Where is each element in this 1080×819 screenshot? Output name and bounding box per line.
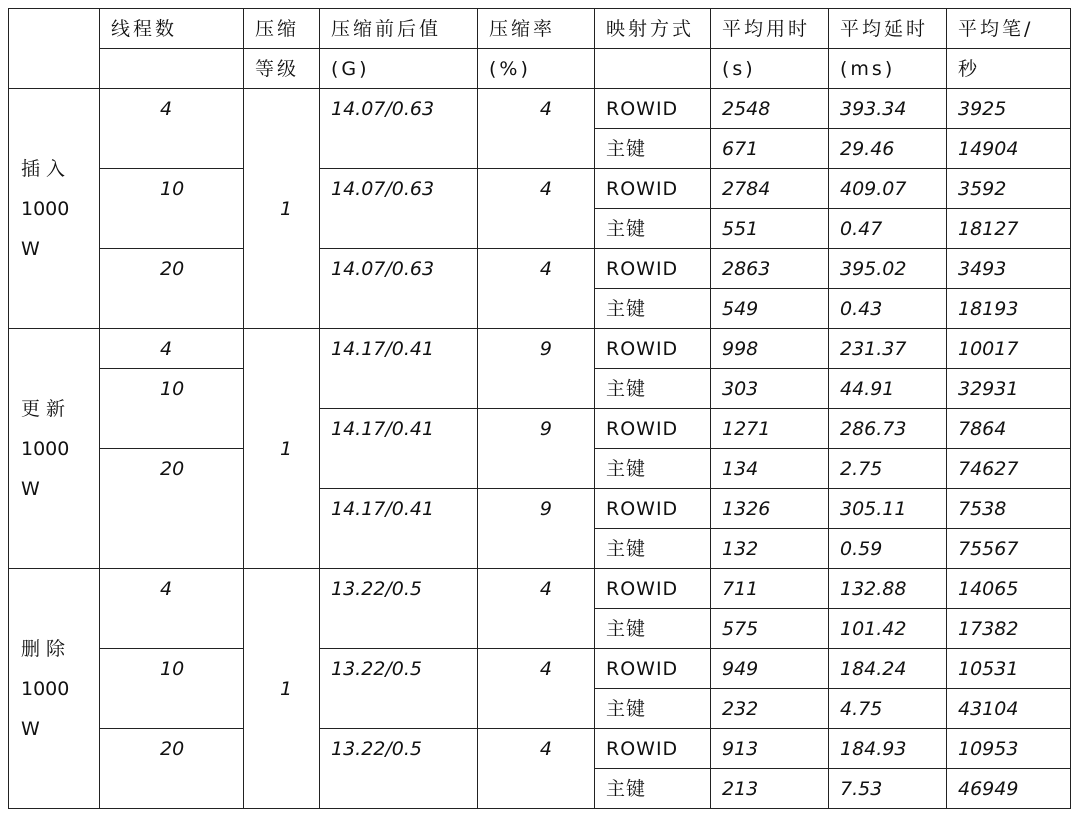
group-count: 1000	[21, 437, 70, 460]
header-empty	[9, 9, 100, 89]
time-cell: 2863	[711, 249, 829, 289]
tps-cell: 75567	[947, 529, 1071, 569]
rate-cell: 4	[478, 169, 595, 249]
latency-cell: 132.88	[829, 569, 947, 609]
mapping-cell: 主键	[595, 609, 711, 649]
tps-cell: 7864	[947, 409, 1071, 449]
tps-cell: 18193	[947, 289, 1071, 329]
latency-cell: 231.37	[829, 329, 947, 369]
size-cell: 13.22/0.5	[320, 569, 478, 649]
table-row	[9, 329, 1071, 369]
group-unit: W	[21, 237, 40, 260]
mapping-cell: ROWID	[595, 89, 711, 129]
mapping-cell: 主键	[595, 129, 711, 169]
table-row	[9, 249, 1071, 289]
tps-cell: 14904	[947, 129, 1071, 169]
tps-cell: 10953	[947, 729, 1071, 769]
group-label-update	[9, 329, 100, 569]
header-row-1	[9, 9, 1071, 49]
latency-cell: 0.43	[829, 289, 947, 329]
rate-cell: 4	[478, 89, 595, 169]
table-row	[9, 89, 1071, 129]
mapping-cell: ROWID	[595, 729, 711, 769]
size-cell: 14.17/0.41	[320, 489, 478, 569]
mapping-cell: ROWID	[595, 249, 711, 289]
size-cell: 14.07/0.63	[320, 249, 478, 329]
level-cell: 1	[244, 329, 320, 569]
time-cell: 998	[711, 329, 829, 369]
header-avg-time-unit: (s)	[711, 49, 829, 89]
threads-cell: 20	[100, 249, 244, 329]
latency-cell: 409.07	[829, 169, 947, 209]
header-mapping-2	[595, 49, 711, 89]
mapping-cell: 主键	[595, 449, 711, 489]
latency-cell: 0.59	[829, 529, 947, 569]
tps-cell: 10531	[947, 649, 1071, 689]
rate-cell: 4	[478, 649, 595, 729]
header-row-2	[9, 49, 1071, 89]
table-row	[9, 169, 1071, 209]
level-cell: 1	[244, 89, 320, 329]
mapping-cell: ROWID	[595, 329, 711, 369]
time-cell: 132	[711, 529, 829, 569]
threads-cell: 4	[100, 329, 244, 369]
latency-cell: 101.42	[829, 609, 947, 649]
latency-cell: 393.34	[829, 89, 947, 129]
tps-cell: 14065	[947, 569, 1071, 609]
time-cell: 913	[711, 729, 829, 769]
tps-cell: 3592	[947, 169, 1071, 209]
size-cell: 14.17/0.41	[320, 329, 478, 409]
threads-cell: 10	[100, 649, 244, 729]
latency-cell: 184.24	[829, 649, 947, 689]
time-cell: 549	[711, 289, 829, 329]
rate-cell: 9	[478, 489, 595, 569]
time-cell: 575	[711, 609, 829, 649]
tps-cell: 10017	[947, 329, 1071, 369]
time-cell: 2548	[711, 89, 829, 129]
mapping-cell: 主键	[595, 369, 711, 409]
mapping-cell: 主键	[595, 769, 711, 809]
time-cell: 1326	[711, 489, 829, 529]
header-size-unit: (G)	[320, 49, 478, 89]
header-threads-2	[100, 49, 244, 89]
header-avg-tps-unit: 秒	[947, 49, 1071, 89]
latency-cell: 395.02	[829, 249, 947, 289]
header-avg-latency-unit: (ms)	[829, 49, 947, 89]
threads-cell: 20	[100, 449, 244, 569]
size-cell: 14.07/0.63	[320, 89, 478, 169]
size-cell: 14.07/0.63	[320, 169, 478, 249]
size-cell: 14.17/0.41	[320, 409, 478, 489]
tps-cell: 32931	[947, 369, 1071, 409]
level-cell: 1	[244, 569, 320, 809]
header-avg-tps: 平均笔/	[947, 9, 1071, 49]
group-op: 删 除	[21, 637, 66, 660]
group-label-insert	[9, 89, 100, 329]
group-count: 1000	[21, 677, 70, 700]
time-cell: 232	[711, 689, 829, 729]
mapping-cell: ROWID	[595, 489, 711, 529]
mapping-cell: 主键	[595, 689, 711, 729]
time-cell: 303	[711, 369, 829, 409]
time-cell: 2784	[711, 169, 829, 209]
time-cell: 671	[711, 129, 829, 169]
table-row	[9, 649, 1071, 689]
tps-cell: 43104	[947, 689, 1071, 729]
header-rate: 压缩率	[478, 9, 595, 49]
group-count: 1000	[21, 197, 70, 220]
size-cell: 13.22/0.5	[320, 649, 478, 729]
threads-cell: 10	[100, 369, 244, 449]
rate-cell: 4	[478, 729, 595, 809]
mapping-cell: ROWID	[595, 569, 711, 609]
mapping-cell: ROWID	[595, 649, 711, 689]
time-cell: 551	[711, 209, 829, 249]
header-threads: 线程数	[100, 9, 244, 49]
rate-cell: 9	[478, 329, 595, 409]
latency-cell: 4.75	[829, 689, 947, 729]
rate-cell: 4	[478, 569, 595, 649]
header-size: 压缩前后值	[320, 9, 478, 49]
latency-cell: 2.75	[829, 449, 947, 489]
group-unit: W	[21, 477, 40, 500]
tps-cell: 3925	[947, 89, 1071, 129]
header-avg-time: 平均用时	[711, 9, 829, 49]
tps-cell: 17382	[947, 609, 1071, 649]
threads-cell: 10	[100, 169, 244, 249]
latency-cell: 184.93	[829, 729, 947, 769]
rate-cell: 4	[478, 249, 595, 329]
mapping-cell: ROWID	[595, 409, 711, 449]
latency-cell: 305.11	[829, 489, 947, 529]
tps-cell: 74627	[947, 449, 1071, 489]
group-label-delete	[9, 569, 100, 809]
threads-cell: 4	[100, 89, 244, 169]
header-level-2: 等级	[244, 49, 320, 89]
group-op: 插 入	[21, 157, 66, 180]
tps-cell: 18127	[947, 209, 1071, 249]
group-unit: W	[21, 717, 40, 740]
tps-cell: 7538	[947, 489, 1071, 529]
latency-cell: 7.53	[829, 769, 947, 809]
time-cell: 1271	[711, 409, 829, 449]
table-row	[9, 729, 1071, 769]
latency-cell: 29.46	[829, 129, 947, 169]
time-cell: 213	[711, 769, 829, 809]
size-cell: 13.22/0.5	[320, 729, 478, 809]
group-op: 更 新	[21, 397, 66, 420]
latency-cell: 44.91	[829, 369, 947, 409]
mapping-cell: 主键	[595, 289, 711, 329]
threads-cell: 20	[100, 729, 244, 809]
time-cell: 134	[711, 449, 829, 489]
table-row	[9, 569, 1071, 609]
header-level: 压缩	[244, 9, 320, 49]
mapping-cell: 主键	[595, 529, 711, 569]
time-cell: 711	[711, 569, 829, 609]
benchmark-table	[8, 8, 1071, 809]
latency-cell: 286.73	[829, 409, 947, 449]
header-mapping: 映射方式	[595, 9, 711, 49]
tps-cell: 3493	[947, 249, 1071, 289]
mapping-cell: 主键	[595, 209, 711, 249]
header-rate-unit: (%)	[478, 49, 595, 89]
time-cell: 949	[711, 649, 829, 689]
mapping-cell: ROWID	[595, 169, 711, 209]
tps-cell: 46949	[947, 769, 1071, 809]
latency-cell: 0.47	[829, 209, 947, 249]
header-avg-latency: 平均延时	[829, 9, 947, 49]
rate-cell: 9	[478, 409, 595, 489]
threads-cell: 4	[100, 569, 244, 649]
